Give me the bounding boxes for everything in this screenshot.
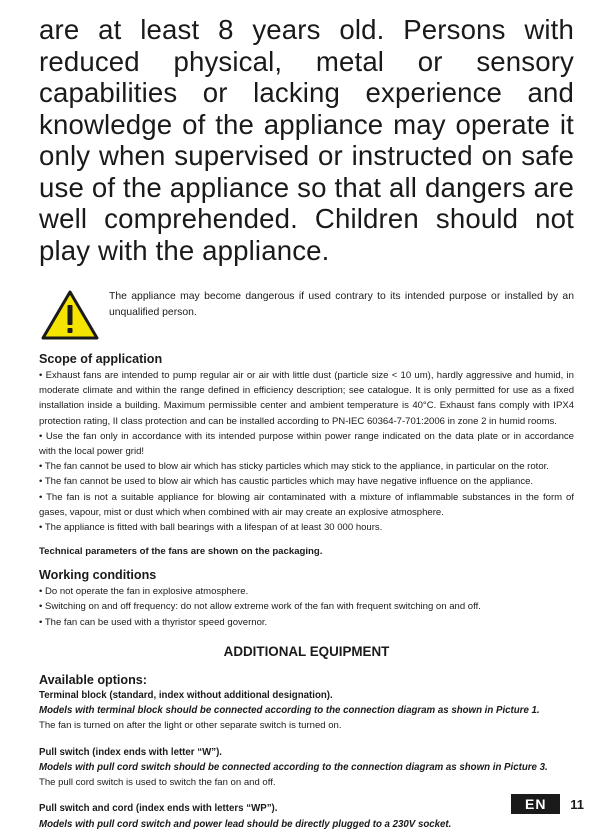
warning-block (39, 288, 574, 340)
pull-cord-note: Models with pull cord switch and power lead should be directly plugged to a 230V socket. (39, 818, 452, 830)
terminal-block-desc: The fan is turned on after the light or other separate switch is turned on. (39, 720, 342, 732)
page-number: 11 (570, 796, 584, 812)
scope-item: • The fan is not a suitable appliance for blowing air contaminated with a mixture of inflammable substances in the form of gases, vapour, mist or dust which when combined with air may create an explosive atmosphere. (39, 491, 574, 518)
warning-text: The appliance may become dangerous if used contrary to its intended purpose or installed by an unqualified person. (109, 291, 574, 318)
page-footer (511, 794, 584, 814)
working-item: • Do not operate the fan in explosive atmosphere. (39, 586, 249, 598)
scope-item: • Exhaust fans are intended to pump regular air or air with little dust (particle size < 10 um), hardly aggressive and humid, in moderate climate and within the range defined in efficiency description; see catalogue. It is only permitted for use as a fixed installation inside a building. Maximum permissible center and ambient temperature is 40°C. Exhaust fans comply with IPX4 protection rating, II class protection and can be installed according to PN-IEC 60364-7-701:2006 in zone 2 in humid rooms. (39, 370, 574, 427)
scope-title: Scope of application (39, 352, 163, 366)
scope-item: • The fan cannot be used to blow air which has caustic particles which may have negative influence on the appliance. (39, 476, 534, 488)
pull-switch-desc: The pull cord switch is used to switch the fan on and off. (39, 777, 276, 789)
scope-item: • The fan cannot be used to blow air which has sticky particles which may stick to the appliance, in particular on the rotor. (39, 461, 549, 473)
additional-equipment-heading: ADDITIONAL EQUIPMENT (223, 643, 390, 659)
manual-page (39, 14, 574, 832)
terminal-block-title: Terminal block (standard, index without additional designation). (39, 689, 333, 701)
options-title: Available options: (39, 672, 147, 687)
pull-switch-note: Models with pull cord switch should be connected according to the connection diagram as shown in Picture 3. (39, 762, 548, 774)
technical-note: Technical parameters of the fans are shown on the packaging. (39, 546, 323, 558)
intro-paragraph: are at least 8 years old. Persons with reduced physical, metal or sensory capabilities or lacking experience and knowledge of the appliance may operate it only when supervised or instructed on safe use of the appliance so that all dangers are well comprehended. Children should not play with the appliance. (39, 14, 574, 266)
pull-switch-title: Pull switch (index ends with letter “W”). (39, 746, 223, 758)
scope-item: • The appliance is fitted with ball bearings with a lifespan of at least 30 000 hours. (39, 522, 383, 534)
working-item: • Switching on and off frequency: do not allow extreme work of the fan with frequent switching on and off. (39, 601, 481, 613)
working-title: Working conditions (39, 568, 157, 583)
scope-item: • Use the fan only in accordance with its intended purpose within power range indicated on the data plate or in accordance with the local power grid! (39, 430, 574, 458)
language-badge: EN (511, 794, 560, 814)
working-item: • The fan can be used with a thyristor speed governor. (39, 616, 268, 628)
pull-cord-title: Pull switch and cord (index ends with letters “WP”). (39, 803, 278, 815)
terminal-block-note: Models with terminal block should be connected according to the connection diagram as shown in Picture 1. (39, 705, 540, 717)
warning-triangle-icon (41, 290, 99, 340)
